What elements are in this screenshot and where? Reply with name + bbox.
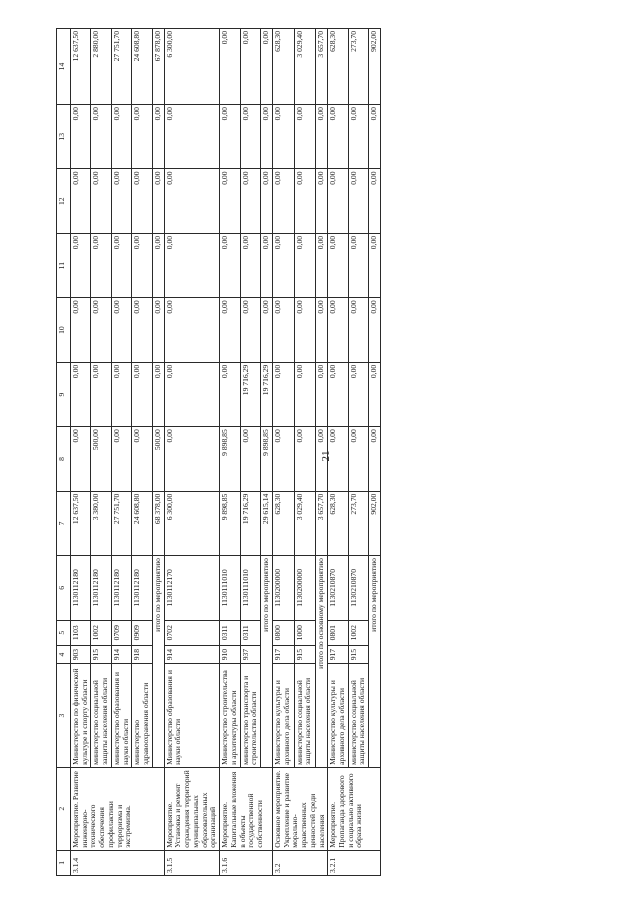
table-row — [272, 29, 294, 876]
amount-cell: 3 380,00 — [91, 491, 111, 555]
amount-cell: 0,00 — [91, 105, 111, 169]
amount-cell: 0,00 — [132, 233, 152, 297]
amount-cell: 628,30 — [272, 491, 294, 555]
executor-name: Министерство культуры и архивного дела области — [328, 664, 348, 768]
amount-cell: 0,00 — [272, 233, 294, 297]
amount-cell: 0,00 — [111, 362, 131, 426]
amount-cell: 628,30 — [272, 29, 294, 105]
amount-cell: 0,00 — [348, 169, 368, 233]
item-code: 3.1.4 — [71, 850, 165, 875]
table-row — [220, 29, 240, 876]
amount-cell: 0,00 — [164, 298, 219, 362]
total-amount: 0,00 — [369, 427, 381, 491]
amount-cell: 0,00 — [272, 362, 294, 426]
amount-cell: 24 608,80 — [132, 491, 152, 555]
amount-cell: 0,00 — [111, 427, 131, 491]
amount-cell: 0,00 — [164, 427, 219, 491]
amount-cell: 0,00 — [111, 105, 131, 169]
total-row — [260, 29, 272, 876]
table-row — [164, 29, 219, 876]
target-code: 1130111010 — [240, 556, 260, 620]
total-amount: 67 878,00 — [152, 29, 164, 105]
table-row — [348, 29, 368, 876]
ministry-code: 914 — [111, 645, 131, 663]
amount-cell: 0,00 — [132, 427, 152, 491]
executor-name: министерство социальной защиты населения области — [348, 664, 368, 768]
total-amount: 29 615,14 — [260, 491, 272, 555]
item-name: Мероприятие. Развитие инженерно-технического обеспечения профилактики терроризма и экстремизма. — [71, 767, 165, 850]
total-amount: 0,00 — [316, 169, 328, 233]
amount-cell: 0,00 — [132, 105, 152, 169]
amount-cell: 0,00 — [328, 233, 348, 297]
target-code: 1130210870 — [328, 556, 348, 620]
column-number-4: 4 — [57, 645, 71, 663]
target-code: 1130112180 — [132, 556, 152, 620]
amount-cell: 0,00 — [272, 169, 294, 233]
total-row — [152, 29, 164, 876]
column-number-8: 8 — [57, 427, 71, 491]
item-code: 3.2.1 — [328, 850, 381, 875]
amount-cell: 6 300,00 — [164, 491, 219, 555]
amount-cell: 0,00 — [240, 233, 260, 297]
amount-cell: 9 898,85 — [220, 427, 240, 491]
column-number-12: 12 — [57, 169, 71, 233]
section-code: 1103 — [71, 620, 91, 645]
total-amount: 0,00 — [316, 427, 328, 491]
amount-cell: 0,00 — [348, 298, 368, 362]
total-amount: 902,00 — [369, 491, 381, 555]
item-name: Мероприятие. Установка и ремонт ограждения территорий муниципальных образовательных организаций — [164, 767, 219, 850]
total-amount: 0,00 — [369, 105, 381, 169]
amount-cell: 0,00 — [71, 105, 91, 169]
column-number-9: 9 — [57, 362, 71, 426]
amount-cell: 27 751,70 — [111, 29, 131, 105]
amount-cell: 0,00 — [272, 427, 294, 491]
total-amount: 0,00 — [316, 233, 328, 297]
total-amount: 19 716,29 — [260, 362, 272, 426]
total-row — [316, 29, 328, 876]
amount-cell: 0,00 — [91, 169, 111, 233]
ministry-code: 914 — [164, 645, 219, 663]
section-code: 0801 — [328, 620, 348, 645]
target-code: 1130112170 — [164, 556, 219, 620]
amount-cell: 0,00 — [328, 298, 348, 362]
total-amount: 0,00 — [316, 105, 328, 169]
amount-cell: 0,00 — [132, 362, 152, 426]
total-amount: 0,00 — [316, 362, 328, 426]
amount-cell: 24 608,80 — [132, 29, 152, 105]
section-code: 0311 — [220, 620, 240, 645]
amount-cell: 12 637,50 — [71, 29, 91, 105]
amount-cell: 273,70 — [348, 491, 368, 555]
amount-cell: 0,00 — [294, 362, 316, 426]
total-amount: 0,00 — [260, 169, 272, 233]
budget-table — [56, 28, 381, 876]
amount-cell: 0,00 — [71, 298, 91, 362]
total-amount: 0,00 — [260, 29, 272, 105]
amount-cell: 3 029,40 — [294, 29, 316, 105]
amount-cell: 0,00 — [272, 105, 294, 169]
amount-cell: 0,00 — [328, 362, 348, 426]
total-amount: 0,00 — [260, 105, 272, 169]
amount-cell: 628,30 — [328, 491, 348, 555]
amount-cell: 0,00 — [91, 362, 111, 426]
total-amount: 500,00 — [152, 427, 164, 491]
ministry-code: 915 — [294, 645, 316, 663]
column-number-10: 10 — [57, 298, 71, 362]
amount-cell: 0,00 — [220, 169, 240, 233]
executor-name: Министерство культуры и архивного дела области — [272, 664, 294, 768]
amount-cell: 0,00 — [348, 427, 368, 491]
column-number-14: 14 — [57, 29, 71, 105]
total-amount: 0,00 — [316, 298, 328, 362]
table-row — [111, 29, 131, 876]
executor-name: министерство социальной защиты населения области — [91, 664, 111, 768]
target-code: 1130112180 — [91, 556, 111, 620]
total-label: итого по основному мероприятию — [316, 556, 328, 768]
table-row — [71, 29, 91, 876]
section-code: 1002 — [91, 620, 111, 645]
amount-cell: 0,00 — [240, 169, 260, 233]
amount-cell: 0,00 — [294, 233, 316, 297]
amount-cell: 0,00 — [272, 298, 294, 362]
amount-cell: 0,00 — [71, 233, 91, 297]
executor-name: Министерство строительства и архитектуры области — [220, 664, 240, 768]
total-amount: 0,00 — [152, 233, 164, 297]
amount-cell: 0,00 — [111, 298, 131, 362]
total-row — [369, 29, 381, 876]
section-code: 1000 — [294, 620, 316, 645]
amount-cell: 19 716,29 — [240, 491, 260, 555]
table-row — [132, 29, 152, 876]
executor-name: министерство здравоохранения области — [132, 664, 152, 768]
total-amount: 0,00 — [152, 362, 164, 426]
budget-table-sheet — [56, 28, 526, 876]
ministry-code: 917 — [272, 645, 294, 663]
amount-cell: 0,00 — [164, 362, 219, 426]
ministry-code: 915 — [91, 645, 111, 663]
target-code: 1130112180 — [71, 556, 91, 620]
amount-cell: 0,00 — [132, 169, 152, 233]
amount-cell: 0,00 — [164, 169, 219, 233]
amount-cell: 0,00 — [328, 169, 348, 233]
total-amount: 9 898,85 — [260, 427, 272, 491]
total-amount: 0,00 — [152, 105, 164, 169]
amount-cell: 0,00 — [328, 427, 348, 491]
column-number-2: 2 — [57, 767, 71, 850]
amount-cell: 0,00 — [164, 233, 219, 297]
amount-cell: 0,00 — [294, 169, 316, 233]
total-label: итого по мероприятию — [260, 556, 272, 768]
amount-cell: 0,00 — [240, 427, 260, 491]
total-amount: 3 657,70 — [316, 491, 328, 555]
amount-cell: 0,00 — [348, 233, 368, 297]
item-name: Мероприятие. Пропаганда здорового и социально активного образа жизни — [328, 767, 381, 850]
amount-cell: 0,00 — [328, 105, 348, 169]
item-name: Мероприятие. Капитальные вложения в объекты государственной собственности — [220, 767, 273, 850]
amount-cell: 0,00 — [348, 362, 368, 426]
amount-cell: 0,00 — [91, 298, 111, 362]
target-code: 1130111010 — [220, 556, 240, 620]
amount-cell: 0,00 — [294, 105, 316, 169]
total-amount: 0,00 — [260, 298, 272, 362]
amount-cell: 3 029,40 — [294, 491, 316, 555]
executor-name: министерство образования и науки области — [111, 664, 131, 768]
amount-cell: 0,00 — [220, 362, 240, 426]
amount-cell: 0,00 — [294, 427, 316, 491]
table-row — [294, 29, 316, 876]
total-amount: 0,00 — [152, 298, 164, 362]
column-number-7: 7 — [57, 491, 71, 555]
column-number-13: 13 — [57, 105, 71, 169]
executor-name: министерство транспорта и строительства области — [240, 664, 260, 768]
column-number-5: 5 — [57, 620, 71, 645]
total-amount: 68 378,00 — [152, 491, 164, 555]
ministry-code: 903 — [71, 645, 91, 663]
executor-name: министерство социальной защиты населения области — [294, 664, 316, 768]
ministry-code: 937 — [240, 645, 260, 663]
target-code: 1130210870 — [348, 556, 368, 620]
section-code: 0800 — [272, 620, 294, 645]
item-name: Основное мероприятие. Укрепление и развитие морально-нравственных ценностей среди населения — [272, 767, 327, 850]
amount-cell: 19 716,29 — [240, 362, 260, 426]
ministry-code: 918 — [132, 645, 152, 663]
section-code: 0709 — [111, 620, 131, 645]
amount-cell: 500,00 — [91, 427, 111, 491]
amount-cell: 273,70 — [348, 29, 368, 105]
column-number-1: 1 — [57, 850, 71, 875]
amount-cell: 0,00 — [71, 362, 91, 426]
ministry-code: 915 — [348, 645, 368, 663]
item-code: 3.1.6 — [220, 850, 273, 875]
amount-cell: 0,00 — [220, 29, 240, 105]
target-code: 1130112180 — [111, 556, 131, 620]
total-amount: 0,00 — [369, 298, 381, 362]
column-number-3: 3 — [57, 664, 71, 768]
amount-cell: 0,00 — [132, 298, 152, 362]
total-label: итого по мероприятию — [369, 556, 381, 768]
column-number-row — [57, 29, 71, 876]
amount-cell: 0,00 — [240, 298, 260, 362]
amount-cell: 0,00 — [111, 169, 131, 233]
total-amount: 0,00 — [260, 233, 272, 297]
column-number-6: 6 — [57, 556, 71, 620]
ministry-code: 917 — [328, 645, 348, 663]
item-code: 3.2 — [272, 850, 327, 875]
amount-cell: 0,00 — [294, 298, 316, 362]
amount-cell: 2 880,00 — [91, 29, 111, 105]
section-code: 0311 — [240, 620, 260, 645]
amount-cell: 0,00 — [220, 298, 240, 362]
amount-cell: 0,00 — [71, 427, 91, 491]
item-code: 3.1.5 — [164, 850, 219, 875]
amount-cell: 0,00 — [111, 233, 131, 297]
amount-cell: 12 637,50 — [71, 491, 91, 555]
column-number-11: 11 — [57, 233, 71, 297]
amount-cell: 0,00 — [348, 105, 368, 169]
amount-cell: 628,30 — [328, 29, 348, 105]
total-label: итого по мероприятию — [152, 556, 164, 768]
amount-cell: 6 300,00 — [164, 29, 219, 105]
table-row — [328, 29, 348, 876]
section-code: 0702 — [164, 620, 219, 645]
total-amount: 0,00 — [152, 169, 164, 233]
section-code: 0909 — [132, 620, 152, 645]
amount-cell: 27 751,70 — [111, 491, 131, 555]
total-amount: 0,00 — [369, 362, 381, 426]
section-code: 1002 — [348, 620, 368, 645]
amount-cell: 0,00 — [220, 105, 240, 169]
amount-cell: 0,00 — [240, 29, 260, 105]
amount-cell: 0,00 — [220, 233, 240, 297]
total-amount: 0,00 — [369, 233, 381, 297]
ministry-code: 910 — [220, 645, 240, 663]
executor-name: Министерство по физической культуре и спорту области — [71, 664, 91, 768]
page-number: 21 — [320, 450, 332, 462]
target-code: 1130200000 — [294, 556, 316, 620]
amount-cell: 0,00 — [240, 105, 260, 169]
table-row — [91, 29, 111, 876]
total-amount: 3 657,70 — [316, 29, 328, 105]
amount-cell: 0,00 — [71, 169, 91, 233]
amount-cell: 0,00 — [91, 233, 111, 297]
total-amount: 0,00 — [369, 169, 381, 233]
table-row — [240, 29, 260, 876]
amount-cell: 0,00 — [164, 105, 219, 169]
amount-cell: 9 898,85 — [220, 491, 240, 555]
total-amount: 902,00 — [369, 29, 381, 105]
target-code: 1130200000 — [272, 556, 294, 620]
executor-name: Министерство образования и науки области — [164, 664, 219, 768]
